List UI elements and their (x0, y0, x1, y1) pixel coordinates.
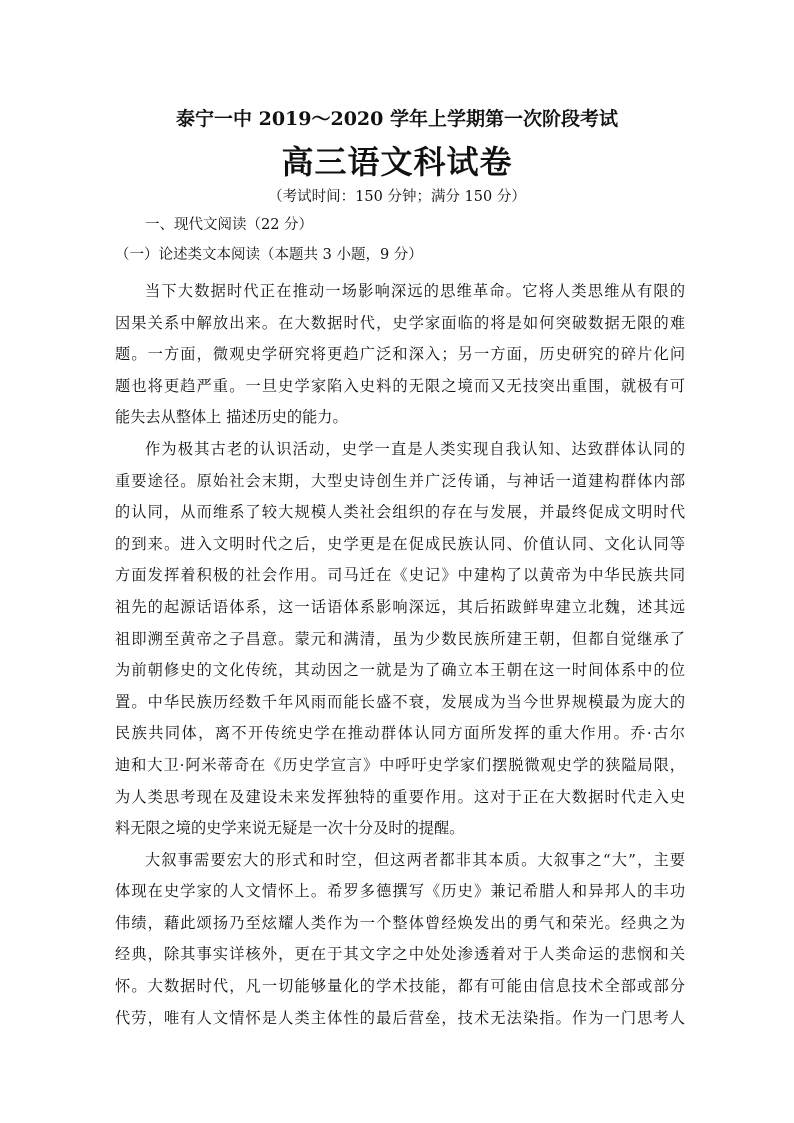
text-line: 伟绩，藉此颂扬乃至炫耀人类作为一个整体曾经焕发出的勇气和荣光。经典之为 (115, 913, 685, 932)
text-line: 能失去从整体上 描述历史的能力。 (115, 408, 348, 427)
text-line: 题。一方面，微观史学研究将更趋广泛和深入；另一方面，历史研究的碎片化问 (115, 345, 685, 364)
text-line: 因果关系中解放出来。在大数据时代，史学家面临的将是如何突破数据无限的难 (115, 313, 685, 332)
text-line: 迪和大卫·阿米蒂奇在《历史学宣言》中呼吁史学家们摆脱微观史学的狭隘局限， (115, 755, 685, 774)
text-line: 题也将更趋严重。一旦史学家陷入史料的无限之境而又无技突出重围，就极有可 (115, 376, 685, 395)
text-line: 作为极其古老的认识活动，史学一直是人类实现自我认知、达致群体认同的 (145, 439, 685, 458)
text-line: 怀。大数据时代，凡一切能够量化的学术技能，都有可能由信息技术全部或部分 (115, 977, 685, 996)
paragraph-1 (115, 276, 685, 434)
exam-title: 泰宁一中 2019～2020 学年上学期第一次阶段考试 (176, 108, 618, 130)
text-line: 料无限之境的史学来说无疑是一次十分及时的提醒。 (115, 819, 465, 838)
text-line: 祖即溯至黄帝之子昌意。蒙元和满清，虽为少数民族所建王朝，但都自觉继承了 (115, 629, 685, 648)
text-line: 置。中华民族历经数千年风雨而能长盛不衰，发展成为当今世界规模最为庞大的 (115, 692, 685, 711)
subsection-heading: （一）论述类文本阅读（本题共 3 小题，9 分） (115, 247, 423, 263)
text-line: 经典，除其事实详核外，更在于其文字之中处处渗透着对于人类命运的悲悯和关 (115, 945, 685, 964)
text-line: 方面发挥着积极的社会作用。司马迁在《史记》中建构了以黄帝为中华民族共同 (115, 566, 685, 585)
paragraph-3 (115, 845, 685, 1035)
text-line: 为前朝修史的文化传统，其动因之一就是为了确立本王朝在这一时间体系中的位 (115, 661, 685, 680)
paragraph-2 (115, 434, 685, 845)
text-line: 重要途径。原始社会末期，大型史诗创生并广泛传诵，与神话一道建构群体内部 (115, 471, 685, 490)
page-title: 高三语文科试卷 (281, 143, 513, 181)
text-line: 体现在史学家的人文情怀上。希罗多德撰写《历史》兼记希腊人和异邦人的丰功 (115, 882, 685, 901)
text-line: 民族共同体，离不开传统史学在推动群体认同方面所发挥的重大作用。乔·古尔 (115, 724, 685, 743)
text-line: 的到来。进入文明时代之后，史学更是在促成民族认同、价值认同、文化认同等 (115, 534, 685, 553)
text-line: 的认同，从而维系了较大规模人类社会组织的存在与发展，并最终促成文明时代 (115, 503, 685, 522)
text-line: 为人类思考现在及建设未来发挥独特的重要作用。这对于正在大数据时代走入史 (115, 787, 685, 806)
text-line: 代劳，唯有人文情怀是人类主体性的最后营垒，技术无法染指。作为一门思考人 (115, 1008, 685, 1027)
article-body (115, 276, 685, 1034)
text-line: 祖先的起源话语体系，这一话语体系影响深远，其后拓跋鲜卑建立北魏，述其远 (115, 597, 685, 616)
text-line: 大叙事需要宏大的形式和时空，但这两者都非其本质。大叙事之“大”，主要 (145, 850, 685, 869)
exam-info: （考试时间：150 分钟；满分 150 分） (268, 189, 526, 205)
text-line: 当下大数据时代正在推动一场影响深远的思维革命。它将人类思维从有限的 (145, 282, 685, 300)
section-heading: 一、现代文阅读（22 分） (145, 217, 314, 233)
